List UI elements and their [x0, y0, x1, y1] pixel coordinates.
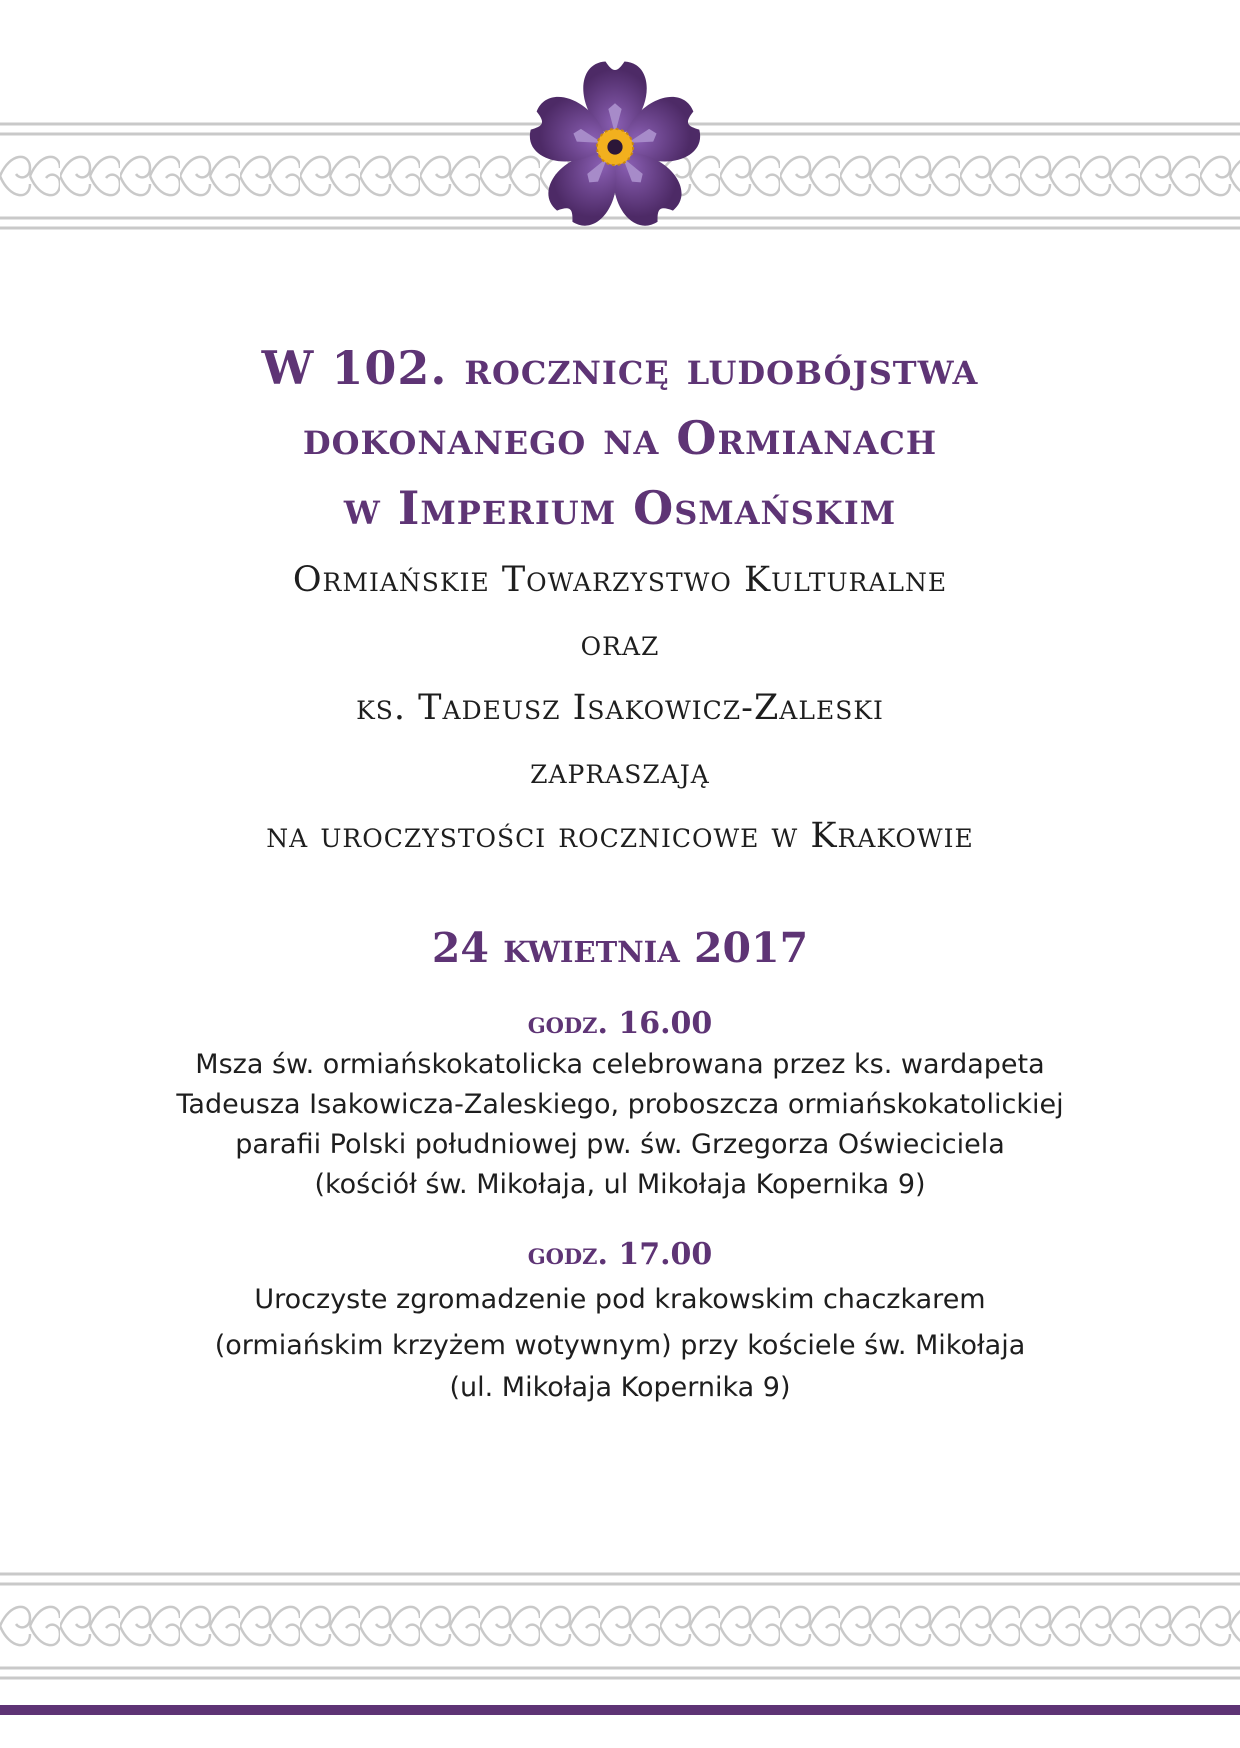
organizer-line-2: oraz	[580, 624, 660, 664]
forget-me-not-flower-icon	[520, 52, 710, 242]
title-block	[0, 333, 1240, 543]
title-line-1: W 102. rocznicę ludobójstwa	[261, 341, 979, 395]
event-time-1: godz. 16.00	[527, 1006, 713, 1041]
event-desc-1-line-4: (kościół św. Mikołaja, ul Mikołaja Kopernika 9)	[314, 1169, 926, 1200]
organizer-line-1: Ormiańskie Towarzystwo Kulturalne	[292, 560, 948, 600]
event-desc-1-line-3: parafii Polski południowej pw. św. Grzegorza Oświeciciela	[235, 1129, 1005, 1160]
event-desc-1-line-1: Msza św. ormiańskokatolicka celebrowana przez ks. wardapeta	[195, 1049, 1045, 1080]
event-desc-2-line-2: (ormiańskim krzyżem wotywnym) przy kościele św. Mikołaja	[214, 1330, 1026, 1361]
title-line-3: w Imperium Osmańskim	[343, 481, 897, 535]
date-block	[0, 918, 1240, 978]
event-item-2	[0, 1234, 1240, 1408]
event-desc-1-line-2: Tadeusza Isakowicza-Zaleskiego, proboszcza ormiańskokatolickiej	[176, 1089, 1064, 1120]
bottom-accent-bar	[0, 1705, 1240, 1715]
bottom-border-pattern	[0, 1568, 1240, 1684]
event-desc-2-line-1: Uroczyste zgromadzenie pod krakowskim chaczkarem	[254, 1284, 986, 1315]
organizers-block	[0, 548, 1240, 868]
event-item-1	[0, 1003, 1240, 1205]
organizer-line-3: ks. Tadeusz Isakowicz-Zaleski	[356, 688, 884, 728]
event-date: 24 kwietnia 2017	[431, 924, 809, 972]
bottom-ornamental-border	[0, 1568, 1240, 1684]
organizer-line-4: zapraszają	[530, 752, 710, 792]
event-desc-2-line-3: (ul. Mikołaja Kopernika 9)	[449, 1372, 791, 1403]
event-time-2: godz. 17.00	[527, 1237, 713, 1272]
organizer-line-5: na uroczystości rocznicowe w Krakowie	[266, 816, 974, 856]
title-line-2: dokonanego na Ormianach	[302, 411, 938, 465]
